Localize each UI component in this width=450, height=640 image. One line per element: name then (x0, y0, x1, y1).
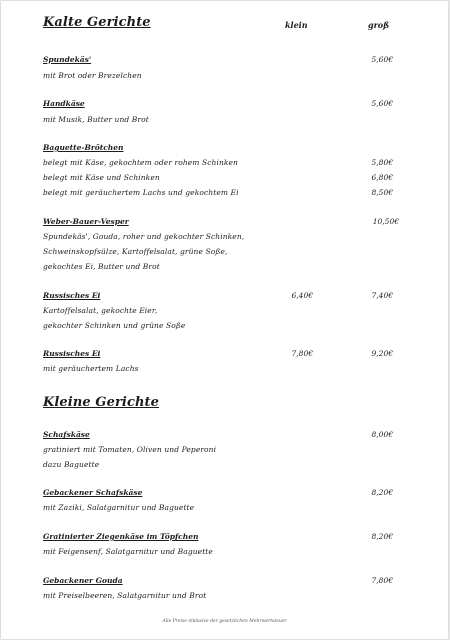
menu-item-title: Baguette-Brötchen (43, 143, 124, 152)
price-gross: 7,40€ (371, 291, 393, 300)
price-klein: 6,40€ (291, 291, 313, 300)
menu-item-description: belegt mit Käse und Schinken (43, 173, 160, 182)
section-title-kalte: Kalte Gerichte (43, 15, 151, 30)
price-gross: 9,20€ (371, 349, 393, 358)
menu-item-description: mit Brot oder Brezelchen (43, 71, 142, 80)
price-gross: 7,80€ (371, 576, 393, 585)
menu-item-description: mit Zaziki, Salatgarnitur und Baguette (43, 503, 195, 512)
menu-item-title: Weber-Bauer-Vesper (43, 217, 129, 226)
menu-item-title: Spundekäs' (43, 55, 92, 64)
menu-item-description: mit geräuchertem Lachs (43, 364, 139, 373)
menu-item-description: mit Feigensenf, Salatgarnitur und Baguette (43, 547, 213, 556)
menu-item-title: Schafskäse (43, 430, 90, 439)
menu-item-description: Kartoffelsalat, gekochte Eier, (43, 306, 158, 315)
menu-item-description: gekochtes Ei, Butter und Brot (43, 262, 160, 271)
menu-item-title: Russisches Ei (43, 291, 101, 300)
column-header-klein: klein (285, 20, 308, 30)
price-gross: 10,50€ (372, 217, 399, 226)
price-gross: 5,80€ (371, 158, 393, 167)
price-gross: 8,20€ (371, 532, 393, 541)
price-gross: 6,80€ (371, 173, 393, 182)
menu-item-description: mit Preiselbeeren, Salatgarnitur und Brot (43, 591, 207, 600)
menu-item-title: Gebackener Schafskäse (43, 488, 143, 497)
menu-item-description: mit Musik, Butter und Brot (43, 115, 149, 124)
menu-item-title: Gratinierter Ziegenkäse im Töpfchen (43, 532, 199, 541)
menu-item-description: Schweinskopfsülze, Kartoffelsalat, grüne Soße, (43, 247, 228, 256)
price-gross: 5,60€ (371, 55, 393, 64)
menu-item-title: Handkäse (43, 99, 85, 108)
menu-page (1, 1, 448, 639)
menu-item-description: belegt mit geräuchertem Lachs und gekochtem Ei (43, 188, 239, 197)
price-gross: 8,50€ (371, 188, 393, 197)
price-gross: 8,20€ (371, 488, 393, 497)
menu-item-description: dazu Baguette (43, 460, 100, 469)
footer-note: Alle Preise inklusive der gesetzlichen Mehrwertsteuer (162, 619, 287, 624)
column-header-gross: groß (368, 20, 390, 30)
menu-item-title: Gebackener Gouda (43, 576, 123, 585)
price-gross: 5,60€ (371, 99, 393, 108)
section-title-kleine: Kleine Gerichte (43, 395, 159, 410)
menu-item-description: Spundekäs', Gouda, roher und gekochter Schinken, (43, 232, 245, 241)
price-gross: 8,00€ (371, 430, 393, 439)
menu-item-description: gratiniert mit Tomaten, Oliven und Peperoni (43, 445, 217, 454)
menu-item-title: Russisches Ei (43, 349, 101, 358)
menu-item-description: gekochter Schinken und grüne Soße (43, 321, 186, 330)
menu-item-description: belegt mit Käse, gekochtem oder rohem Schinken (43, 158, 238, 167)
price-klein: 7,80€ (291, 349, 313, 358)
